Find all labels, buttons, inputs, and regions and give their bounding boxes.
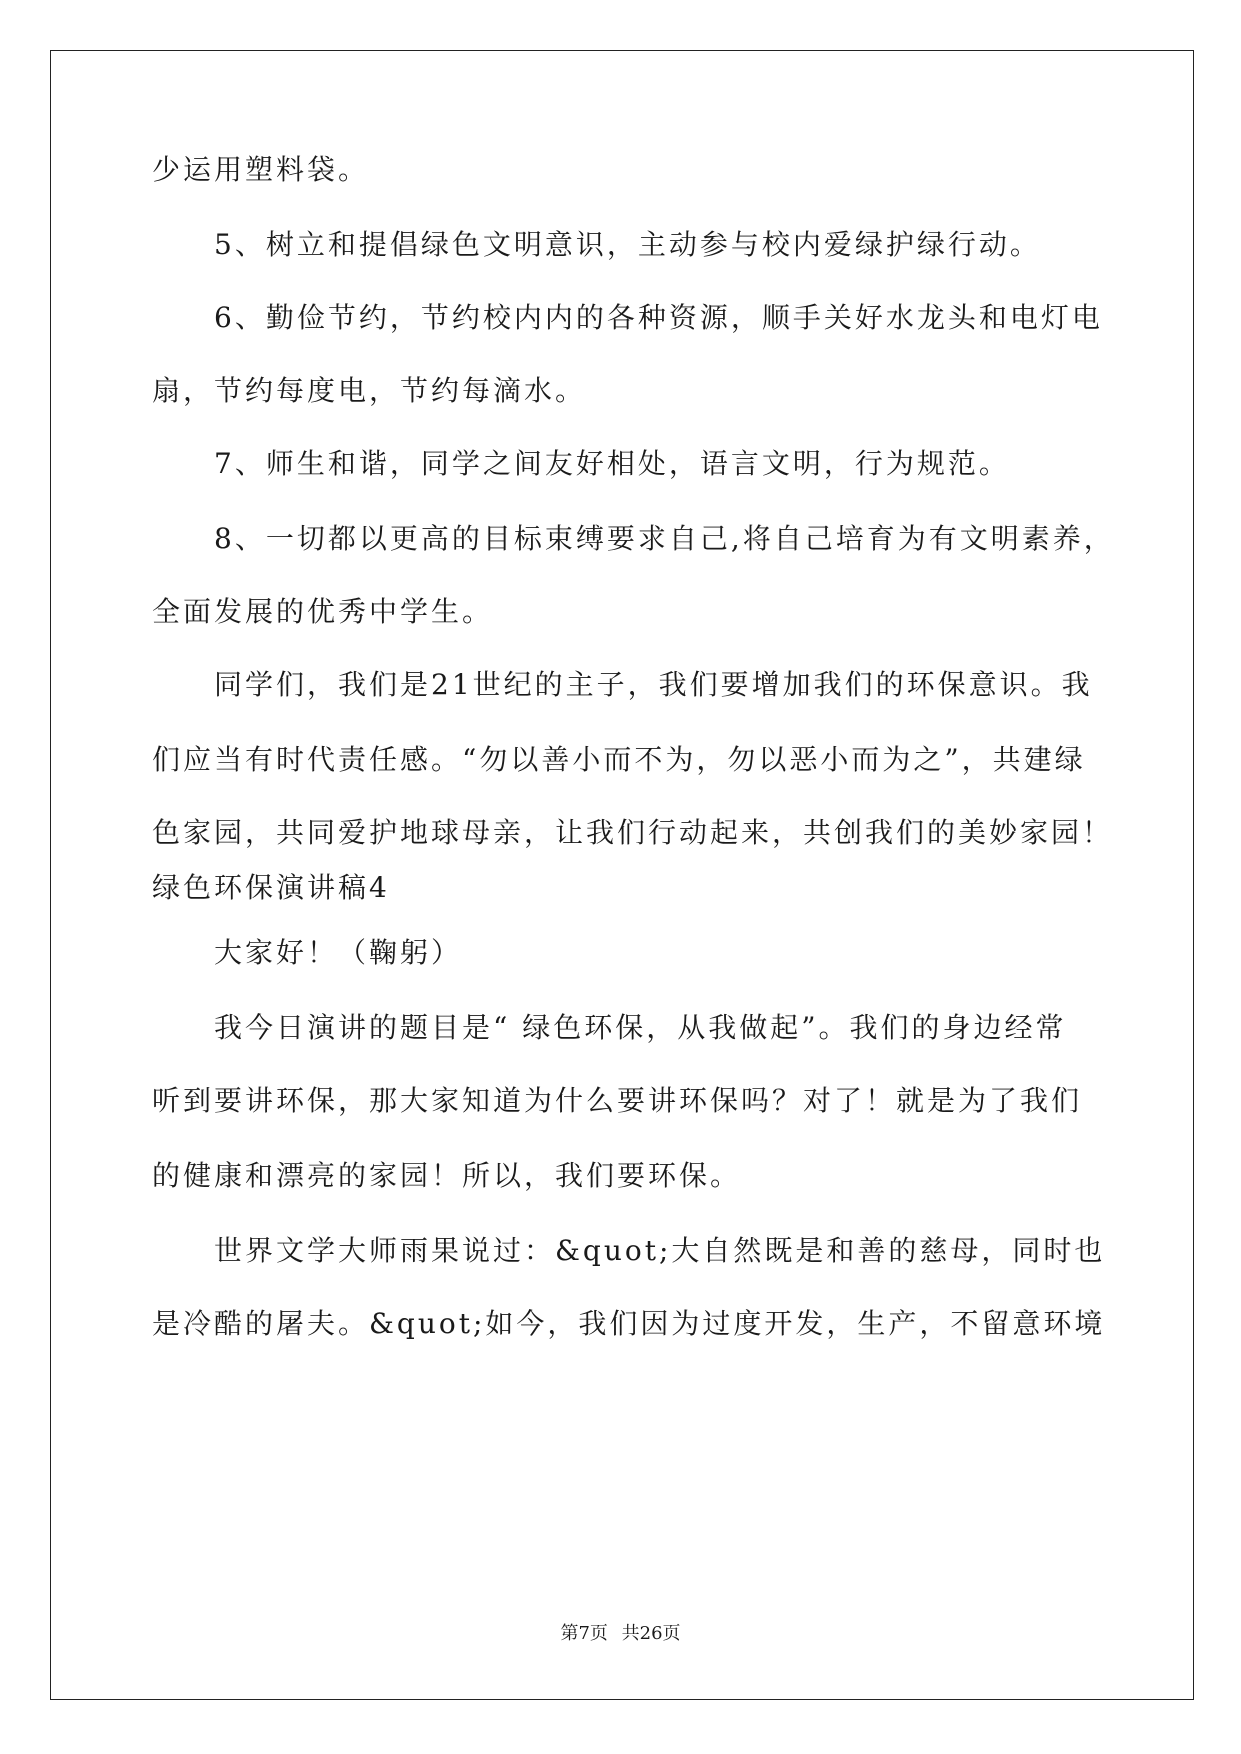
text-line: 同学们，我们是21世纪的主子，我们要增加我们的环保意识。我 — [214, 668, 1093, 701]
text-line: 色家园，共同爱护地球母亲，让我们行动起来，共创我们的美妙家园！ — [152, 816, 1114, 849]
text-line: 世界文学大师雨果说过：&quot;大自然既是和善的慈母，同时也 — [214, 1234, 1106, 1267]
section-heading: 绿色环保演讲稿4 — [152, 871, 390, 904]
text-line: 全面发展的优秀中学生。 — [152, 595, 494, 628]
text-line: 扇，节约每度电，节约每滴水。 — [152, 374, 587, 407]
page-number: 第7页 — [560, 1623, 608, 1644]
text-line: 5、树立和提倡绿色文明意识，主动参与校内爱绿护绿行动。 — [214, 228, 1041, 261]
text-line: 我今日演讲的题目是“ 绿色环保，从我做起”。我们的身边经常 — [214, 1011, 1067, 1044]
text-line: 少运用塑料袋。 — [152, 153, 370, 186]
text-line: 的健康和漂亮的家园！所以，我们要环保。 — [152, 1159, 742, 1192]
text-line: 们应当有时代责任感。“勿以善小而不为，勿以恶小而为之”，共建绿 — [152, 743, 1086, 776]
page-footer — [0, 1622, 1241, 1646]
text-line: 是冷酷的屠夫。&quot;如今，我们因为过度开发，生产，不留意环境 — [152, 1307, 1106, 1340]
text-line: 大家好！（鞠躬） — [214, 936, 463, 969]
text-line: 听到要讲环保，那大家知道为什么要讲环保吗？对了！就是为了我们 — [152, 1084, 1083, 1117]
text-line: 6、勤俭节约，节约校内内的各种资源，顺手关好水龙头和电灯电 — [214, 301, 1103, 334]
text-line: 7、师生和谐，同学之间友好相处，语言文明，行为规范。 — [214, 447, 1010, 480]
page-total: 共26页 — [621, 1623, 681, 1644]
text-line: 8、一切都以更高的目标束缚要求自己,将自己培育为有文明素养， — [214, 522, 1115, 555]
